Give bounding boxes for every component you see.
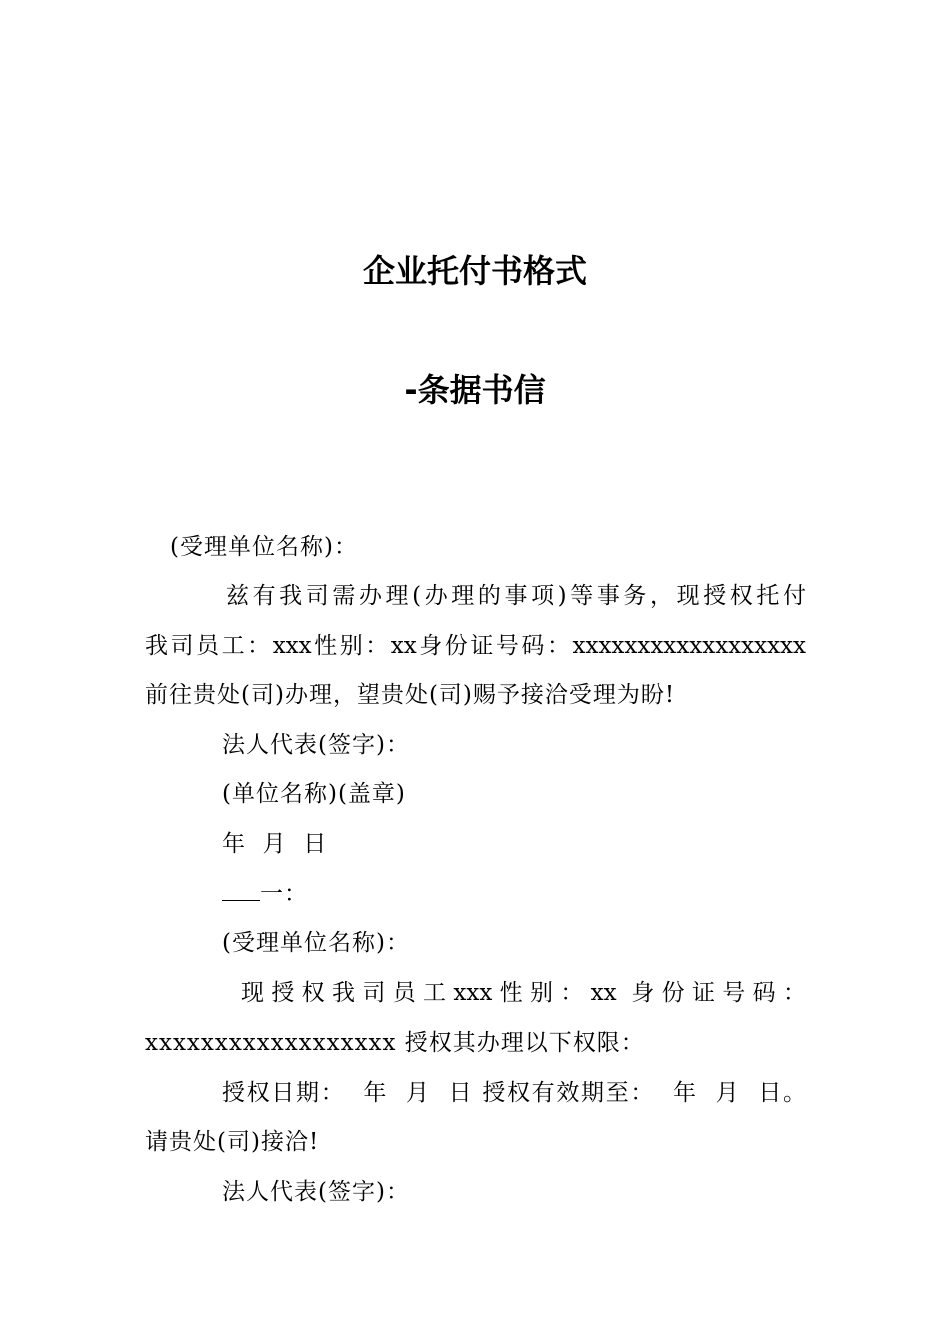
document-subtitle: -条据书信: [404, 371, 546, 409]
legal-representative-signature-2: 法人代表(签字)：: [222, 1179, 410, 1205]
authorization-line-1: 现授权我司员工xxx性别：xx 身份证号码：: [241, 980, 806, 1006]
addressee-line-2: (受理单位名称)：: [222, 930, 410, 956]
document-title: 企业托付书格式: [362, 252, 587, 290]
section-heading-line: [222, 879, 308, 909]
legal-representative-signature: 法人代表(签字)：: [222, 732, 410, 758]
blank-underline: [222, 882, 260, 901]
authorization-date-line: 授权日期： 年 月 日 授权有效期至： 年 月 日。: [222, 1080, 806, 1106]
body-paragraph-line-2: 我司员工：xxx性别：xx身份证号码：xxxxxxxxxxxxxxxxxx: [145, 633, 806, 659]
body-paragraph-line-3: 前往贵处(司)办理，望贵处(司)赐予接洽受理为盼!: [145, 682, 676, 708]
closing-line: 请贵处(司)接洽!: [145, 1129, 320, 1155]
company-seal-line: (单位名称)(盖章): [222, 781, 406, 807]
authorization-line-2: xxxxxxxxxxxxxxxxxx 授权其办理以下权限：: [145, 1030, 645, 1056]
section-heading-text: 一：: [260, 881, 308, 907]
addressee-line: (受理单位名称)：: [170, 534, 358, 560]
body-paragraph-line-1: 兹有我司需办理(办理的事项)等事务，现授权托付: [226, 583, 806, 609]
date-line: 年 月 日: [222, 831, 328, 857]
